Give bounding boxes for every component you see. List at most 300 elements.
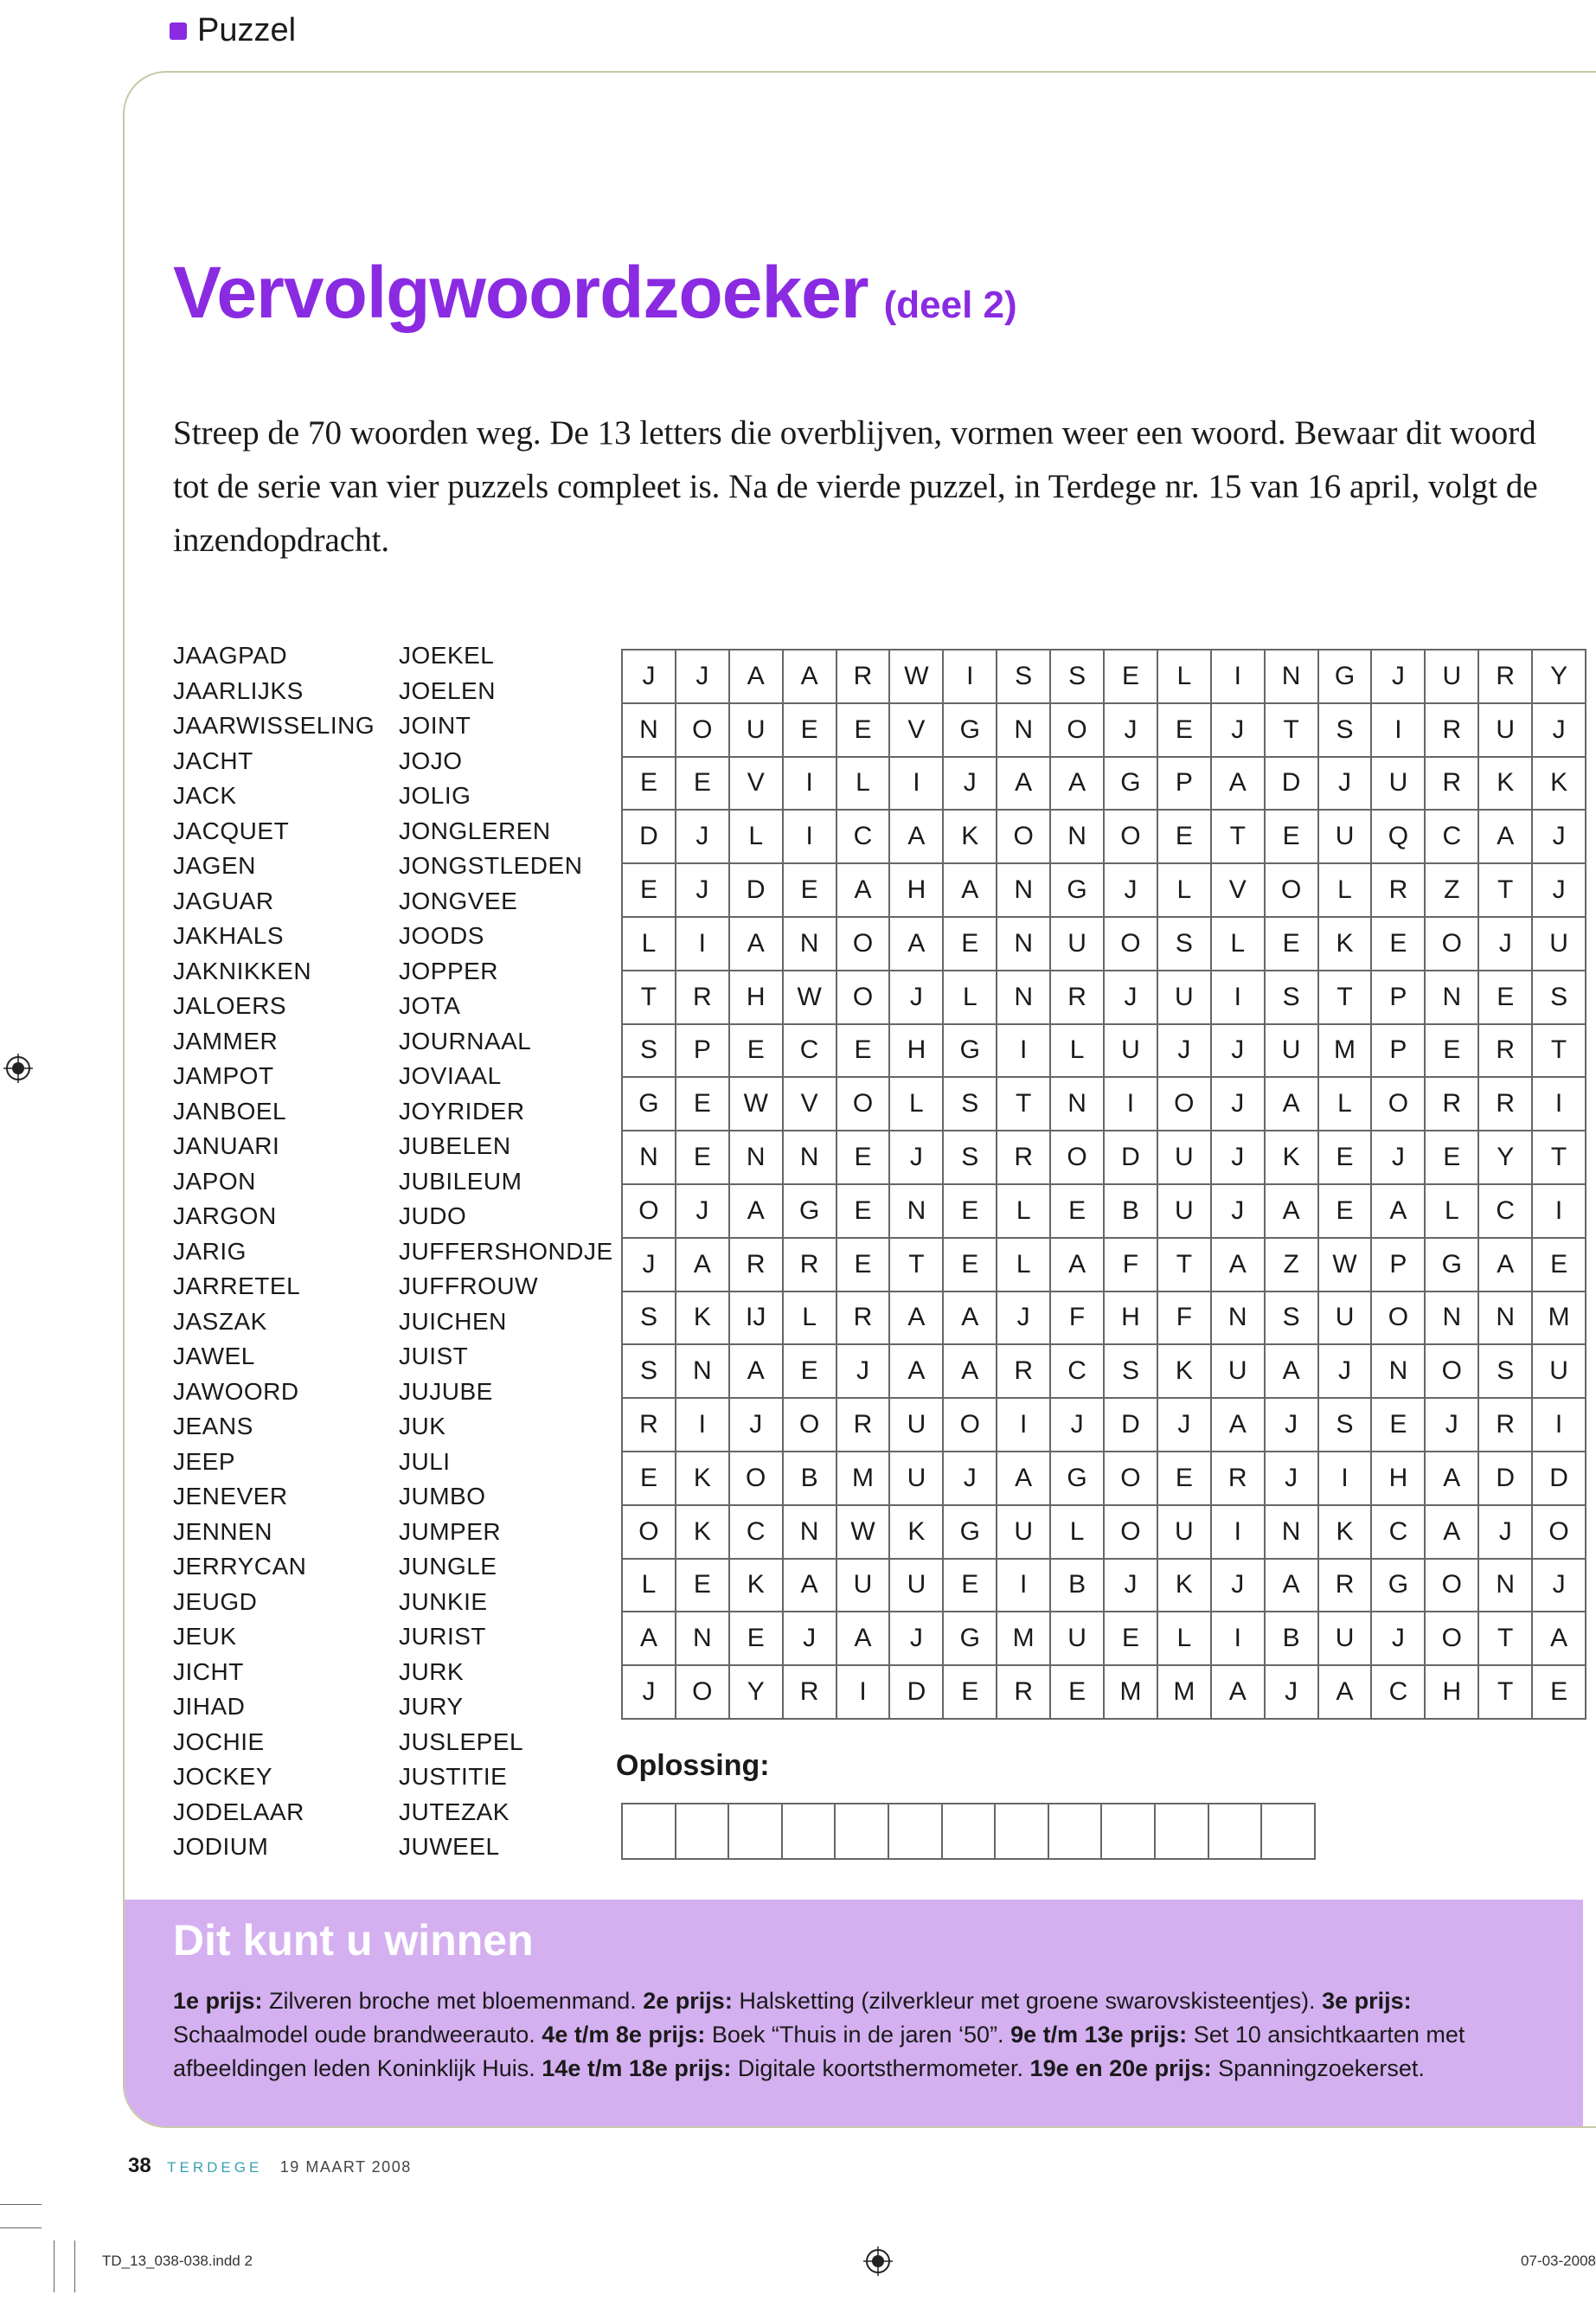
publication-name: TERDEGE [167, 2159, 263, 2176]
grid-cell: E [1051, 1185, 1105, 1239]
grid-cell: T [997, 1078, 1051, 1131]
grid-cell: N [997, 704, 1051, 758]
grid-cell: B [1266, 1612, 1319, 1666]
grid-cell: A [1212, 1239, 1266, 1292]
registration-mark-icon [863, 2247, 893, 2276]
grid-cell: O [1372, 1292, 1426, 1346]
grid-cell: D [1479, 1452, 1533, 1506]
grid-cell: T [1533, 1131, 1586, 1185]
grid-cell: M [997, 1612, 1051, 1666]
grid-cell: J [1533, 1560, 1586, 1613]
grid-cell: O [623, 1506, 676, 1560]
grid-cell: J [1266, 1399, 1319, 1452]
grid-cell: R [837, 651, 891, 704]
grid-cell: E [730, 1025, 784, 1079]
grid-cell: J [1158, 1025, 1212, 1079]
grid-cell: R [730, 1239, 784, 1292]
grid-cell: I [997, 1025, 1051, 1079]
word-item: JAGEN [173, 852, 256, 879]
grid-cell: D [1533, 1452, 1586, 1506]
solution-box[interactable] [783, 1803, 836, 1860]
grid-cell: L [730, 811, 784, 864]
grid-cell: E [944, 918, 997, 971]
word-item: JANBOEL [173, 1097, 287, 1125]
grid-cell: R [1426, 758, 1479, 811]
grid-cell: E [837, 1131, 891, 1185]
slug-date: 07-03-2008 [1521, 2253, 1596, 2269]
word-item: JARRETEL [173, 1272, 301, 1299]
word-item: JONGVEE [399, 887, 518, 914]
grid-cell: E [944, 1560, 997, 1613]
grid-cell: I [997, 1560, 1051, 1613]
grid-cell: R [1479, 1399, 1533, 1452]
grid-cell: W [837, 1506, 891, 1560]
grid-cell: J [944, 1452, 997, 1506]
grid-cell: E [784, 864, 837, 918]
grid-cell: U [1266, 1025, 1319, 1079]
prize-description: Zilveren broche met bloemenmand. [262, 1988, 644, 2014]
grid-cell: C [1372, 1666, 1426, 1720]
grid-cell: A [997, 1452, 1051, 1506]
grid-cell: J [1426, 1399, 1479, 1452]
grid-cell: O [623, 1185, 676, 1239]
grid-cell: J [676, 651, 730, 704]
grid-cell: O [1051, 1131, 1105, 1185]
grid-cell: A [890, 1292, 944, 1346]
word-item: JOTA [399, 992, 461, 1019]
grid-cell: N [623, 704, 676, 758]
section-label: Puzzel [197, 12, 297, 48]
grid-cell: N [1266, 651, 1319, 704]
grid-cell: E [1533, 1666, 1586, 1720]
solution-box[interactable] [889, 1803, 943, 1860]
grid-cell: J [1479, 1506, 1533, 1560]
grid-cell: J [890, 971, 944, 1025]
grid-cell: A [676, 1239, 730, 1292]
grid-cell: O [676, 704, 730, 758]
grid-cell: M [1105, 1666, 1158, 1720]
grid-cell: J [1533, 811, 1586, 864]
grid-cell: U [997, 1506, 1051, 1560]
grid-cell: V [784, 1078, 837, 1131]
grid-cell: M [1319, 1025, 1373, 1079]
word-item: JAWOORD [173, 1377, 299, 1405]
grid-cell: D [1105, 1131, 1158, 1185]
solution-box[interactable] [996, 1803, 1049, 1860]
grid-cell: A [890, 811, 944, 864]
grid-cell: H [1105, 1292, 1158, 1346]
intro-text: Streep de 70 woorden weg. De 13 letters die overblijven, vormen weer een woord. Bewaar dit woord tot de serie van vier puzzels compleet is. Na de vierde puzzel, in Terdege nr. 15 van 16 april, volgt de inzendopdracht. [173, 414, 1538, 559]
grid-cell: G [784, 1185, 837, 1239]
grid-cell: L [997, 1185, 1051, 1239]
grid-cell: E [784, 1345, 837, 1399]
grid-cell: I [676, 918, 730, 971]
grid-cell: J [1533, 864, 1586, 918]
grid-cell: E [837, 1239, 891, 1292]
grid-cell: A [1426, 1506, 1479, 1560]
grid-cell: U [890, 1452, 944, 1506]
solution-box[interactable] [1209, 1803, 1263, 1860]
word-item: JAPON [173, 1167, 256, 1195]
grid-cell: N [1479, 1560, 1533, 1613]
grid-cell: Q [1372, 811, 1426, 864]
grid-cell: J [676, 864, 730, 918]
grid-cell: W [1319, 1239, 1373, 1292]
solution-box[interactable] [943, 1803, 997, 1860]
grid-cell: I [1212, 971, 1266, 1025]
grid-cell: K [1266, 1131, 1319, 1185]
grid-cell: D [1105, 1399, 1158, 1452]
grid-cell: I [1319, 1452, 1373, 1506]
grid-cell: U [1051, 1612, 1105, 1666]
grid-cell: K [1319, 918, 1373, 971]
word-item: JAGUAR [173, 887, 274, 914]
grid-cell: L [1319, 864, 1373, 918]
grid-cell: A [944, 1345, 997, 1399]
grid-cell: K [676, 1506, 730, 1560]
solution-box[interactable] [623, 1803, 676, 1860]
word-item: JOODS [399, 922, 484, 949]
letter-grid [621, 649, 1586, 1720]
grid-cell: K [1158, 1560, 1212, 1613]
grid-cell: A [1533, 1612, 1586, 1666]
grid-cell: A [730, 1185, 784, 1239]
word-item: JOCHIE [173, 1727, 265, 1755]
grid-cell: J [1372, 1131, 1426, 1185]
grid-cell: J [623, 1666, 676, 1720]
grid-cell: A [1372, 1185, 1426, 1239]
solution-boxes [621, 1803, 1316, 1860]
grid-cell: T [1266, 704, 1319, 758]
grid-cell: T [1479, 1612, 1533, 1666]
grid-cell: M [837, 1452, 891, 1506]
grid-cell: U [1479, 704, 1533, 758]
solution-box[interactable] [1102, 1803, 1156, 1860]
grid-cell: N [1212, 1292, 1266, 1346]
grid-cell: O [1105, 918, 1158, 971]
word-item: JULI [399, 1447, 451, 1475]
grid-cell: K [890, 1506, 944, 1560]
grid-cell: W [730, 1078, 784, 1131]
grid-cell: P [676, 1025, 730, 1079]
grid-cell: G [623, 1078, 676, 1131]
grid-cell: G [944, 704, 997, 758]
grid-cell: P [1372, 971, 1426, 1025]
grid-cell: G [944, 1025, 997, 1079]
word-item: JACQUET [173, 817, 290, 844]
grid-cell: J [997, 1292, 1051, 1346]
word-item: JOLIG [399, 782, 471, 809]
grid-cell: R [1426, 1078, 1479, 1131]
grid-cell: A [890, 1345, 944, 1399]
grid-cell: E [1105, 651, 1158, 704]
grid-cell: J [1212, 1025, 1266, 1079]
grid-cell: D [890, 1666, 944, 1720]
prize-label: 3e prijs: [1322, 1988, 1412, 2014]
word-item: JENNEN [173, 1517, 273, 1545]
grid-cell: E [1319, 1185, 1373, 1239]
word-item: JUMBO [399, 1483, 486, 1509]
word-item: JOCKEY [173, 1763, 273, 1790]
grid-cell: I [1212, 1506, 1266, 1560]
grid-cell: U [1158, 1185, 1212, 1239]
grid-cell: C [1426, 811, 1479, 864]
grid-cell: I [944, 651, 997, 704]
grid-cell: J [1319, 758, 1373, 811]
grid-cell: C [730, 1506, 784, 1560]
grid-cell: R [997, 1345, 1051, 1399]
grid-cell: E [944, 1666, 997, 1720]
grid-cell: V [730, 758, 784, 811]
solution-box[interactable] [729, 1803, 783, 1860]
grid-cell: O [1426, 918, 1479, 971]
word-item: JUTEZAK [399, 1798, 510, 1825]
grid-cell: H [890, 864, 944, 918]
grid-cell: B [1051, 1560, 1105, 1613]
grid-cell: E [676, 1131, 730, 1185]
grid-cell: S [1158, 918, 1212, 971]
grid-cell: K [676, 1292, 730, 1346]
grid-cell: U [1319, 811, 1373, 864]
grid-cell: O [1105, 811, 1158, 864]
grid-cell: P [1158, 758, 1212, 811]
grid-cell: U [1158, 971, 1212, 1025]
grid-cell: J [1105, 971, 1158, 1025]
grid-cell: A [1479, 1239, 1533, 1292]
grid-cell: I [784, 811, 837, 864]
grid-cell: P [1372, 1025, 1426, 1079]
grid-cell: L [784, 1292, 837, 1346]
grid-cell: D [1266, 758, 1319, 811]
word-list-column-1 [173, 638, 375, 1865]
grid-cell: A [1319, 1666, 1373, 1720]
grid-cell: A [1479, 811, 1533, 864]
word-item: JODELAAR [173, 1798, 304, 1825]
grid-cell: Y [1533, 651, 1586, 704]
grid-cell: A [784, 651, 837, 704]
prize-label: 19e en 20e prijs: [1029, 2055, 1212, 2081]
grid-cell: I [1533, 1399, 1586, 1452]
grid-cell: J [890, 1612, 944, 1666]
grid-cell: L [997, 1239, 1051, 1292]
grid-cell: O [676, 1666, 730, 1720]
grid-cell: J [890, 1131, 944, 1185]
grid-cell: E [1479, 971, 1533, 1025]
word-item: JUJUBE [399, 1377, 493, 1405]
word-item: JARGON [173, 1202, 277, 1229]
grid-cell: E [1533, 1239, 1586, 1292]
grid-cell: I [1105, 1078, 1158, 1131]
grid-cell: T [1319, 971, 1373, 1025]
solution-box[interactable] [836, 1803, 889, 1860]
word-item: JAWEL [173, 1343, 255, 1369]
grid-cell: J [623, 1239, 676, 1292]
grid-cell: R [1479, 1025, 1533, 1079]
word-item: JAAGPAD [173, 642, 288, 669]
grid-cell: A [1266, 1078, 1319, 1131]
solution-box[interactable] [1049, 1803, 1103, 1860]
grid-cell: S [623, 1292, 676, 1346]
grid-cell: S [944, 1078, 997, 1131]
grid-cell: N [1051, 1078, 1105, 1131]
grid-cell: G [1051, 864, 1105, 918]
grid-cell: R [1426, 704, 1479, 758]
grid-cell: L [1319, 1078, 1373, 1131]
grid-cell: E [623, 758, 676, 811]
grid-cell: A [1266, 1345, 1319, 1399]
grid-cell: N [997, 864, 1051, 918]
grid-cell: IJ [730, 1292, 784, 1346]
grid-cell: I [1533, 1078, 1586, 1131]
grid-cell: E [1266, 811, 1319, 864]
word-item: JOINT [399, 712, 471, 739]
word-item: JOPPER [399, 957, 499, 984]
grid-cell: R [1479, 651, 1533, 704]
grid-cell: R [1051, 971, 1105, 1025]
grid-cell: O [837, 971, 891, 1025]
page-title [173, 251, 1017, 335]
grid-cell: L [1051, 1025, 1105, 1079]
grid-cell: G [1051, 1452, 1105, 1506]
word-item: JAKHALS [173, 922, 284, 949]
grid-cell: A [944, 1292, 997, 1346]
word-item: JENEVER [173, 1483, 288, 1509]
grid-cell: J [730, 1399, 784, 1452]
grid-cell: E [730, 1612, 784, 1666]
grid-cell: E [1266, 918, 1319, 971]
grid-cell: C [837, 811, 891, 864]
word-item: JIHAD [173, 1693, 246, 1720]
grid-cell: E [1319, 1131, 1373, 1185]
solution-box[interactable] [1262, 1803, 1316, 1860]
word-item: JUMPER [399, 1517, 502, 1545]
word-item: JONGSTLEDEN [399, 852, 583, 879]
grid-cell: N [1479, 1292, 1533, 1346]
grid-cell: R [837, 1292, 891, 1346]
grid-cell: C [1479, 1185, 1533, 1239]
grid-cell: E [837, 704, 891, 758]
word-item: JALOERS [173, 992, 287, 1019]
grid-cell: K [1319, 1506, 1373, 1560]
solution-box[interactable] [676, 1803, 730, 1860]
grid-cell: N [784, 1131, 837, 1185]
grid-cell: B [784, 1452, 837, 1506]
grid-cell: N [623, 1131, 676, 1185]
grid-cell: B [1105, 1185, 1158, 1239]
grid-cell: J [1266, 1666, 1319, 1720]
grid-cell: L [1158, 864, 1212, 918]
grid-cell: E [944, 1239, 997, 1292]
grid-cell: E [623, 1452, 676, 1506]
grid-cell: S [1319, 1399, 1373, 1452]
grid-cell: J [784, 1612, 837, 1666]
grid-cell: S [623, 1345, 676, 1399]
grid-cell: S [623, 1025, 676, 1079]
grid-cell: L [837, 758, 891, 811]
grid-cell: A [837, 1612, 891, 1666]
grid-cell: I [784, 758, 837, 811]
word-item: JAMMER [173, 1027, 279, 1054]
grid-cell: S [944, 1131, 997, 1185]
grid-cell: O [1372, 1078, 1426, 1131]
grid-cell: J [1212, 1131, 1266, 1185]
grid-cell: N [997, 918, 1051, 971]
grid-cell: E [623, 864, 676, 918]
word-item: JOELEN [399, 676, 496, 704]
word-item: JUDO [399, 1202, 467, 1229]
grid-cell: O [944, 1399, 997, 1452]
grid-cell: Z [1426, 864, 1479, 918]
grid-cell: U [1533, 918, 1586, 971]
grid-cell: J [1105, 1560, 1158, 1613]
grid-cell: U [1158, 1506, 1212, 1560]
prizes-text [173, 1984, 1548, 2086]
grid-cell: O [1426, 1560, 1479, 1613]
grid-cell: R [676, 971, 730, 1025]
word-item: JUFFROUW [399, 1272, 539, 1299]
grid-cell: U [890, 1399, 944, 1452]
grid-cell: A [1051, 758, 1105, 811]
grid-cell: N [730, 1131, 784, 1185]
grid-cell: R [784, 1666, 837, 1720]
grid-cell: L [623, 918, 676, 971]
page-footer [128, 2154, 412, 2178]
grid-cell: U [1051, 918, 1105, 971]
grid-cell: T [1158, 1239, 1212, 1292]
grid-cell: O [784, 1399, 837, 1452]
grid-cell: C [1372, 1506, 1426, 1560]
grid-cell: E [1105, 1612, 1158, 1666]
word-item: JUK [399, 1413, 446, 1439]
grid-cell: J [623, 651, 676, 704]
grid-cell: J [1479, 918, 1533, 971]
grid-cell: N [1051, 811, 1105, 864]
section-tag [170, 12, 296, 49]
word-item: JICHT [173, 1657, 244, 1685]
solution-box[interactable] [1156, 1803, 1209, 1860]
grid-cell: U [1372, 758, 1426, 811]
grid-cell: E [676, 758, 730, 811]
grid-cell: J [1372, 651, 1426, 704]
grid-cell: I [890, 758, 944, 811]
word-item: JUIST [399, 1343, 469, 1369]
grid-cell: G [944, 1506, 997, 1560]
grid-cell: R [837, 1399, 891, 1452]
grid-cell: D [623, 811, 676, 864]
grid-cell: J [1158, 1399, 1212, 1452]
word-item: JUNKIE [399, 1587, 488, 1615]
grid-cell: I [1533, 1185, 1586, 1239]
grid-cell: T [1479, 1666, 1533, 1720]
grid-cell: S [1051, 651, 1105, 704]
crop-mark [0, 2227, 42, 2228]
word-item: JURK [399, 1657, 465, 1685]
grid-cell: O [1105, 1452, 1158, 1506]
word-item: JACK [173, 782, 237, 809]
grid-cell: U [730, 704, 784, 758]
grid-cell: A [1212, 758, 1266, 811]
title-sub: (deel 2) [883, 284, 1017, 326]
grid-cell: S [1479, 1345, 1533, 1399]
grid-cell: E [1051, 1666, 1105, 1720]
grid-cell: M [1158, 1666, 1212, 1720]
prize-label: 9e t/m 13e prijs: [1010, 2022, 1188, 2048]
word-item: JUNGLE [399, 1553, 497, 1580]
grid-cell: O [837, 918, 891, 971]
grid-cell: V [1212, 864, 1266, 918]
grid-cell: G [1319, 651, 1373, 704]
grid-cell: O [1533, 1506, 1586, 1560]
